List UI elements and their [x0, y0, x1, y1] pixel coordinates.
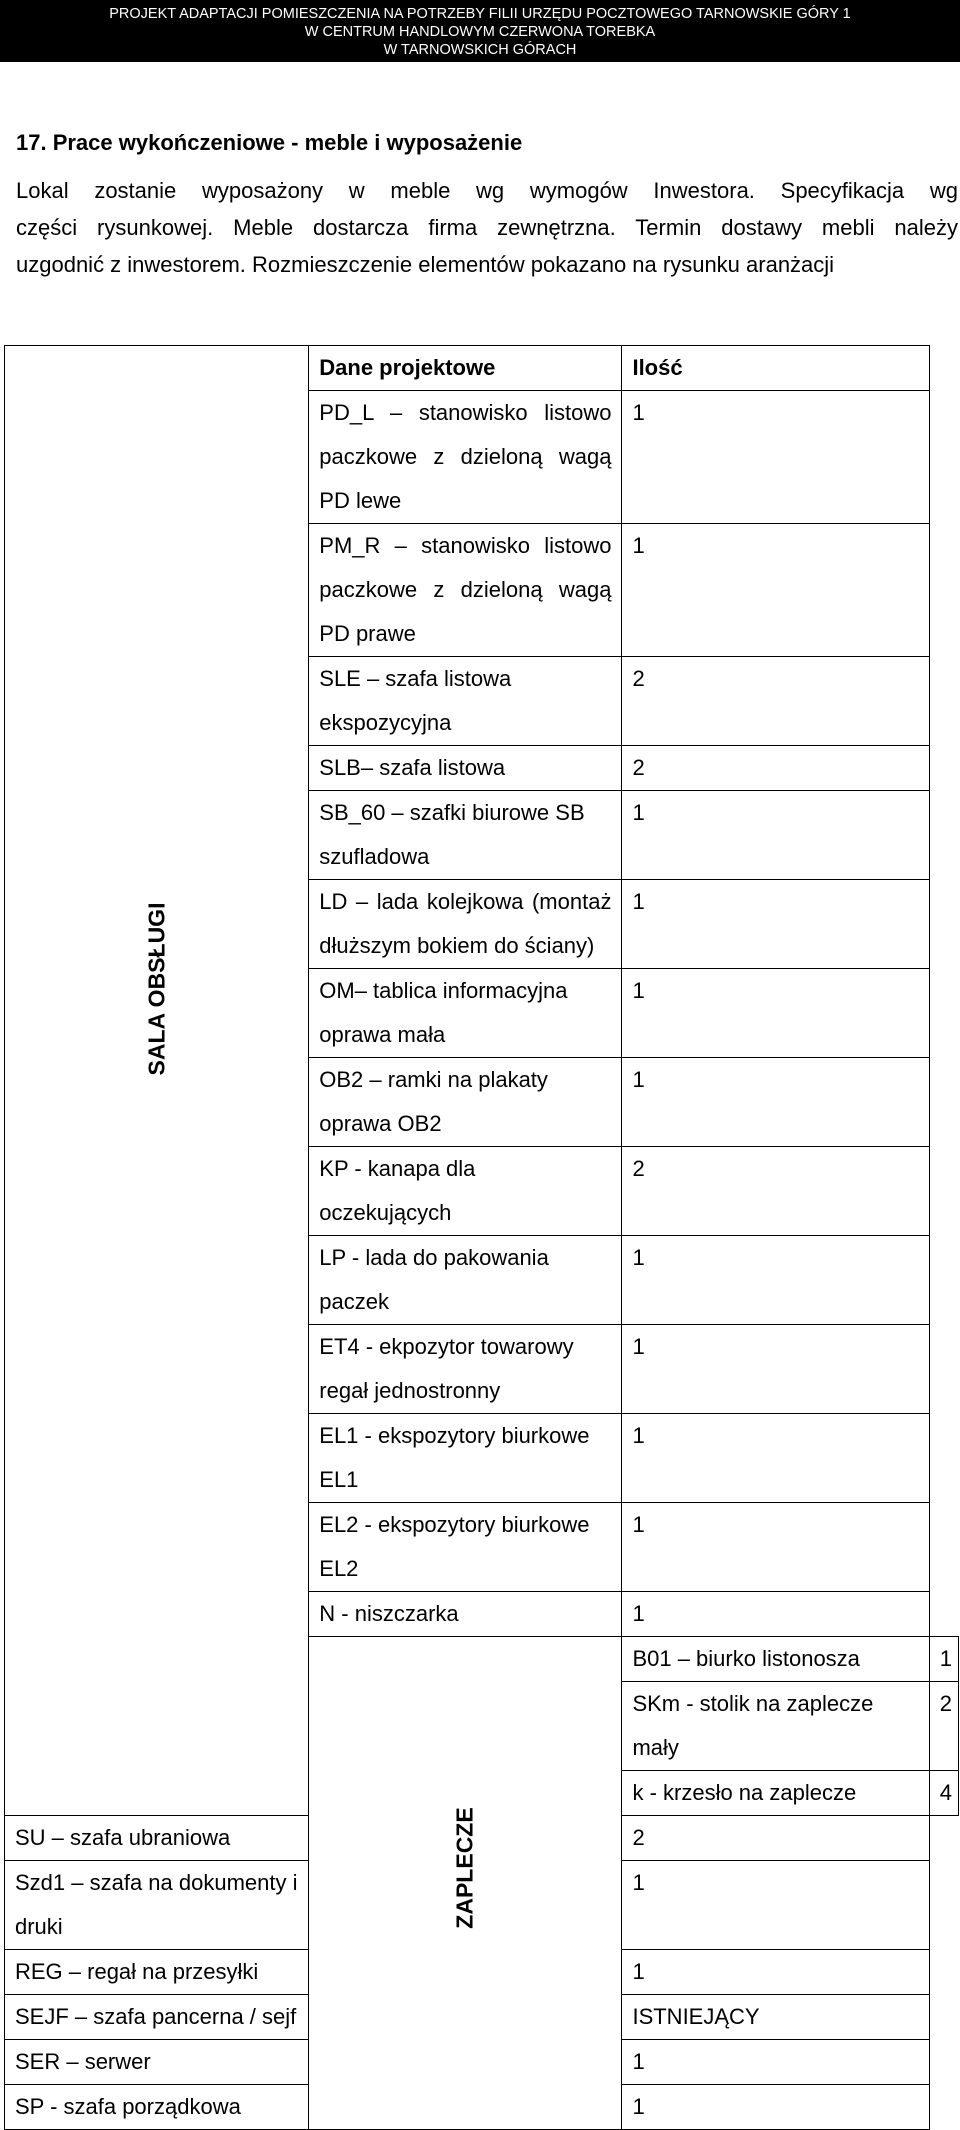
table-row-desc: SB_60 – szafki biurowe SB szufladowa — [309, 791, 622, 880]
table-corner — [5, 346, 309, 391]
table-row-desc: ET4 - ekpozytor towarowy regał jednostronny — [309, 1325, 622, 1414]
group-label-zaplecze: ZAPLECZE — [451, 1807, 478, 1929]
table-row-desc: SLE – szafa listowa ekspozycyjna — [309, 657, 622, 746]
table-row-qty: 1 — [622, 2085, 929, 2130]
table-row-desc: SLB– szafa listowa — [309, 746, 622, 791]
table-row-qty: 2 — [929, 1682, 958, 1771]
header-line-3: W TARNOWSKICH GÓRACH — [383, 42, 577, 58]
table-row-qty: 4 — [929, 1771, 958, 1816]
table-row-qty: 1 — [622, 1058, 929, 1147]
paragraph-line: części rysunkowej. Meble dostarcza firma zewnętrzna. Termin dostawy mebli należy — [16, 215, 958, 240]
group-cell-sala — [5, 391, 309, 1816]
section-paragraph — [16, 172, 958, 283]
table-row-desc: EL2 - ekspozytory biurkowe EL2 — [309, 1503, 622, 1592]
paragraph-line: Lokal zostanie wyposażony w meble wg wymogów Inwestora. Specyfikacja wg — [16, 178, 958, 203]
table-row-qty: 1 — [622, 791, 929, 880]
table-row-qty: 2 — [622, 746, 929, 791]
table-row-desc: OM– tablica informacyjna oprawa mała — [309, 969, 622, 1058]
table-row-qty: 1 — [622, 1592, 929, 1637]
header-line-1: PROJEKT ADAPTACJI POMIESZCZENIA NA POTRZEBY FILII URZĘDU POCZTOWEGO TARNOWSKIE GÓRY 1 — [109, 6, 851, 22]
group-cell-zaplecze — [309, 1637, 622, 2130]
group-label-sala: SALA OBSŁUGI — [143, 902, 170, 1076]
table-row-qty: 2 — [622, 1147, 929, 1236]
table-row-qty: 2 — [622, 1816, 929, 1861]
table-row-desc: PM_R – stanowisko listowo paczkowe z dzieloną wagą PD prawe — [309, 524, 622, 657]
table-row-desc: SER – serwer — [5, 2040, 309, 2085]
table-row-desc: LP - lada do pakowania paczek — [309, 1236, 622, 1325]
table-row-desc: SU – szafa ubraniowa — [5, 1816, 309, 1861]
column-header-description: Dane projektowe — [309, 346, 622, 391]
table-row-qty: 1 — [622, 969, 929, 1058]
table-row-qty: 1 — [622, 880, 929, 969]
table-row-desc: SP - szafa porządkowa — [5, 2085, 309, 2130]
table-row-qty: 1 — [622, 1861, 929, 1950]
section-title: 17. Prace wykończeniowe - meble i wyposażenie — [16, 130, 523, 155]
table-row-desc: SEJF – szafa pancerna / sejf — [5, 1995, 309, 2040]
table-row-qty: 1 — [622, 1950, 929, 1995]
furniture-table — [4, 345, 959, 2130]
paragraph-line: uzgodnić z inwestorem. Rozmieszczenie elementów pokazano na rysunku aranżacji — [16, 252, 835, 277]
table-row-qty: 1 — [622, 524, 929, 657]
table-row-qty: 1 — [622, 1414, 929, 1503]
table-row-desc: OB2 – ramki na plakaty oprawa OB2 — [309, 1058, 622, 1147]
header-line-2: W CENTRUM HANDLOWYM CZERWONA TOREBKA — [304, 24, 656, 40]
table-row-qty: 1 — [622, 1503, 929, 1592]
table-row-desc: B01 – biurko listonosza — [622, 1637, 929, 1682]
table-row-desc: PD_L – stanowisko listowo paczkowe z dzieloną wagą PD lewe — [309, 391, 622, 524]
table-row-desc: KP - kanapa dla oczekujących — [309, 1147, 622, 1236]
table-row-qty: 1 — [622, 1236, 929, 1325]
table-row-qty: 1 — [929, 1637, 958, 1682]
table-row-qty: 1 — [622, 391, 929, 524]
table-row-desc: REG – regał na przesyłki — [5, 1950, 309, 1995]
table-row-qty: 2 — [622, 657, 929, 746]
table-row-desc: LD – lada kolejkowa (montaż dłuższym bokiem do ściany) — [309, 880, 622, 969]
table-row-qty: 1 — [622, 1325, 929, 1414]
table-row-qty: 1 — [622, 2040, 929, 2085]
table-row-desc: k - krzesło na zaplecze — [622, 1771, 929, 1816]
column-header-quantity: Ilość — [622, 346, 929, 391]
table-row-desc: Szd1 – szafa na dokumenty i druki — [5, 1861, 309, 1950]
table-row-desc: N - niszczarka — [309, 1592, 622, 1637]
table-row-desc: SKm - stolik na zaplecze mały — [622, 1682, 929, 1771]
document-header — [0, 0, 960, 62]
table-row-desc: EL1 - ekspozytory biurkowe EL1 — [309, 1414, 622, 1503]
table-row-qty: ISTNIEJĄCY — [622, 1995, 929, 2040]
